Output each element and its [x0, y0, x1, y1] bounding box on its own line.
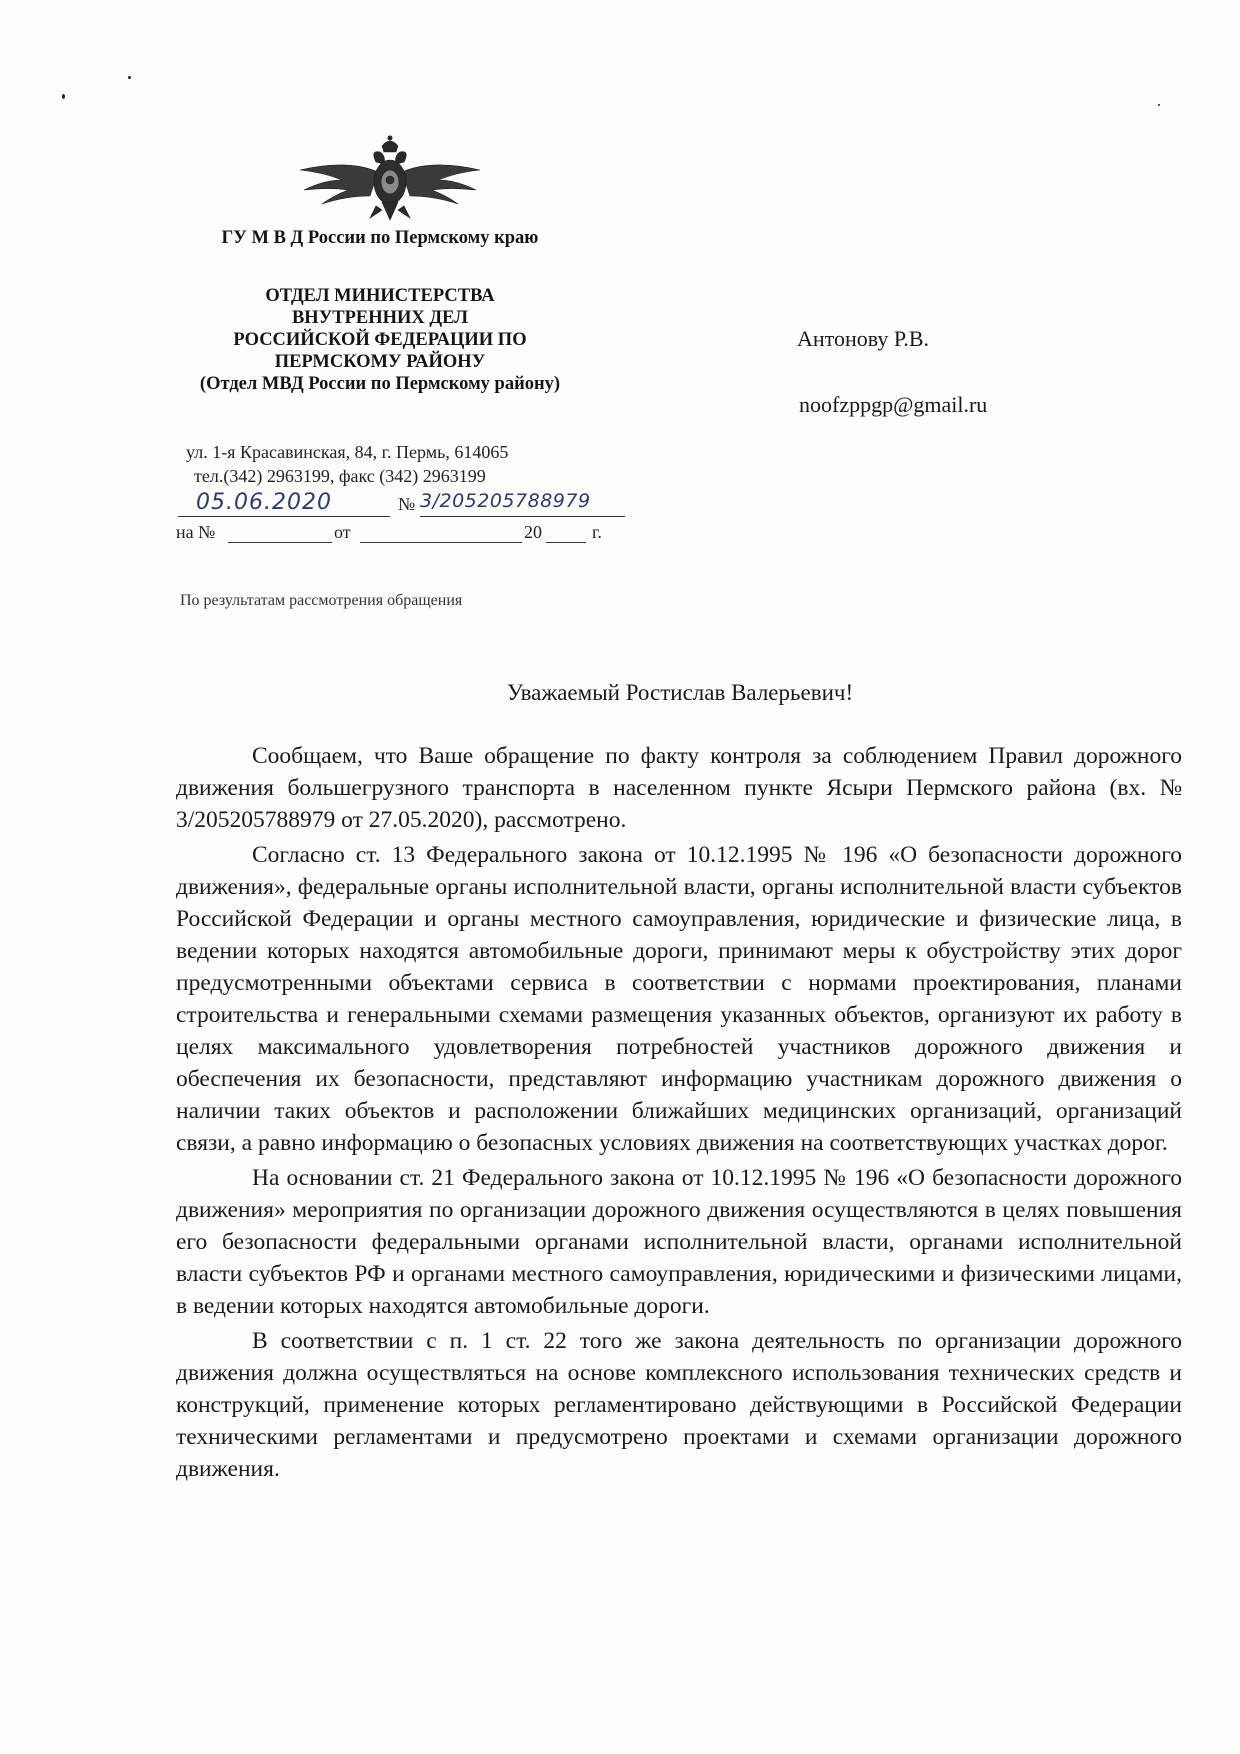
- double-headed-eagle-emblem-icon: [290, 132, 490, 232]
- salutation: Уважаемый Ростислав Валерьевич!: [506, 680, 854, 705]
- scan-speck: [1158, 104, 1160, 106]
- department-line: ПЕРМСКОМУ РАЙОНУ: [274, 352, 486, 372]
- scan-speck: [62, 94, 65, 99]
- letter-body: [176, 740, 1182, 1488]
- date-underline: [178, 516, 390, 517]
- body-paragraph: В соответствии с п. 1 ст. 22 того же закона деятельность по организации дорожного движения должна осуществляться на основе комплексного использования технических средств и конструкций, применение которых регламентировано действующими в Российской Федерации техническими регламентами и предусмотрено проектами и схемами организации дорожного движения.: [176, 1328, 1182, 1482]
- recipient-name: Антонову Р.В.: [797, 326, 930, 351]
- reply-year-underline: [546, 542, 586, 543]
- body-paragraph: Сообщаем, что Ваше обращение по факту контроля за соблюдением Правил дорожного движения большегрузного транспорта в населенном пункте Ясыри Пермского района (вх. № 3/205205788979 от 27.05.2020), рассмотрено.: [176, 743, 1182, 833]
- registration-number-label: №: [398, 494, 416, 514]
- department-address: ул. 1-я Красавинская, 84, г. Пермь, 614065: [186, 442, 509, 462]
- department-line: ВНУТРЕННИХ ДЕЛ: [291, 308, 469, 328]
- registration-date: 05.06.2020: [196, 490, 332, 515]
- letter-subject: По результатам рассмотрения обращения: [180, 592, 463, 609]
- body-paragraph: Согласно ст. 13 Федерального закона от 10.12.1995 № 196 «О безопасности дорожного движения», федеральные органы исполнительной власти, органы исполнительной власти субъектов Российской Федерации и органы местного самоуправления, юридические и физические лица, в ведении которых находятся автомобильные дороги, принимают меры к обустройству этих дорог предусмотренными объектами сервиса в соответствии с нормами проектирования, планами строительства и генеральными схемами размещения указанных объектов, организуют их работу в целях максимального удовлетворения потребностей участников дорожного движения и обеспечения их безопасности, представляют информацию участникам дорожного движения о наличии таких объектов и расположении ближайших медицинских организаций, организаций связи, а равно информацию о безопасных условиях движения на соответствующих участках дорог.: [176, 842, 1182, 1156]
- reply-number-label: на №: [176, 522, 216, 542]
- department-line: РОССИЙСКОЙ ФЕДЕРАЦИИ ПО: [233, 330, 527, 350]
- reply-year-label: 20: [524, 522, 542, 542]
- reply-from-label: от: [334, 522, 351, 542]
- reply-year-suffix: г.: [592, 522, 602, 542]
- registration-number: 3/205205788979: [420, 490, 591, 512]
- body-paragraph: На основании ст. 21 Федерального закона от 10.12.1995 № 196 «О безопасности дорожного движения» мероприятия по организации дорожного движения осуществляются в целях повышения его безопасности федеральными органами исполнительной власти, органами исполнительной власти субъектов РФ и органами местного самоуправления, юридическими и физическими лицами, в ведении которых находятся автомобильные дороги.: [176, 1165, 1182, 1319]
- recipient-email: noofzppgp@gmail.ru: [799, 392, 988, 417]
- reply-number-underline: [228, 542, 332, 543]
- department-line: ОТДЕЛ МИНИСТЕРСТВА: [265, 286, 495, 306]
- department-short-name: (Отдел МВД России по Пермскому району): [199, 374, 561, 394]
- reply-date-underline: [360, 542, 522, 543]
- department-phone: тел.(342) 2963199, факс (342) 2963199: [194, 466, 486, 486]
- scan-speck: [128, 76, 131, 79]
- department-name-block: [130, 285, 630, 395]
- ministry-title: ГУ М В Д России по Пермскому краю: [221, 228, 539, 248]
- number-underline: [420, 516, 625, 517]
